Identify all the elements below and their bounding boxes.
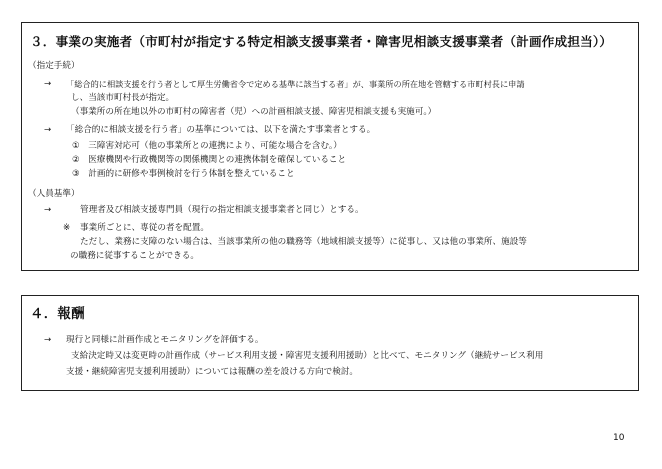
criteria-item-2: ② 医療機関や行政機関等の関係機関との連携体制を確保していること bbox=[72, 155, 347, 165]
procedure-p1-note: （事業所の所在地以外の市町村の障害者（児）への計画相談支援、障害児相談支援も実施可。） bbox=[71, 107, 437, 117]
criteria-item-1: ① 三障害対応可（他の事業所との連携により、可能な場合を含む。） bbox=[72, 141, 342, 151]
procedure-heading: （指定手続） bbox=[28, 61, 80, 71]
arrow-icon: → bbox=[44, 205, 52, 215]
section4-line2: 支給決定時又は変更時の計画作成（サービス利用支援・障害児支援利用援助）と比べて、モニタリング（継続サービス利用 bbox=[71, 351, 544, 361]
staffing-note2: ただし、業務に支障のない場合は、当該事業所の他の職務等（地域相談支援等）に従事し、又は他の事業所、施設等 bbox=[80, 237, 527, 247]
procedure-p2-line1: 「総合的に相談支援を行う者」の基準については、以下を満たす事業者とする。 bbox=[66, 125, 376, 135]
staffing-note1: 事業所ごとに、専従の者を配置。 bbox=[80, 223, 209, 233]
section4-title: ４．報酬 bbox=[30, 306, 85, 322]
arrow-icon: → bbox=[44, 125, 52, 135]
staffing-heading: （人員基準） bbox=[28, 189, 80, 199]
criteria-item-3: ③ 計画的に研修や事例検討を行う体制を整えていること bbox=[72, 169, 295, 179]
section3-title: ３．事業の実施者（市町村が指定する特定相談支援事業者・障害児相談支援事業者（計画作成担当）） bbox=[30, 34, 613, 49]
procedure-p1-line2: し、当該市町村長が指定。 bbox=[71, 93, 175, 103]
arrow-icon: → bbox=[44, 79, 52, 89]
page-number: 10 bbox=[613, 433, 625, 443]
section4-line3: 支援・継続障害児支援利用援助）については報酬の差を設ける方向で検討。 bbox=[66, 367, 359, 377]
note-mark: ※ bbox=[63, 223, 71, 233]
arrow-icon: → bbox=[44, 335, 52, 345]
staffing-note3: の職務に従事することができる。 bbox=[70, 251, 199, 261]
procedure-p1-line1: 「総合的に相談支援を行う者として厚生労働省令で定める基準に該当する者」が、事業所の所在地を管轄する市町村長に申請 bbox=[66, 79, 525, 89]
staffing-line1: 管理者及び相談支援専門員（現行の指定相談支援事業者と同じ）とする。 bbox=[80, 205, 364, 215]
section4-line1: 現行と同様に計画作成とモニタリングを評価する。 bbox=[66, 335, 264, 345]
